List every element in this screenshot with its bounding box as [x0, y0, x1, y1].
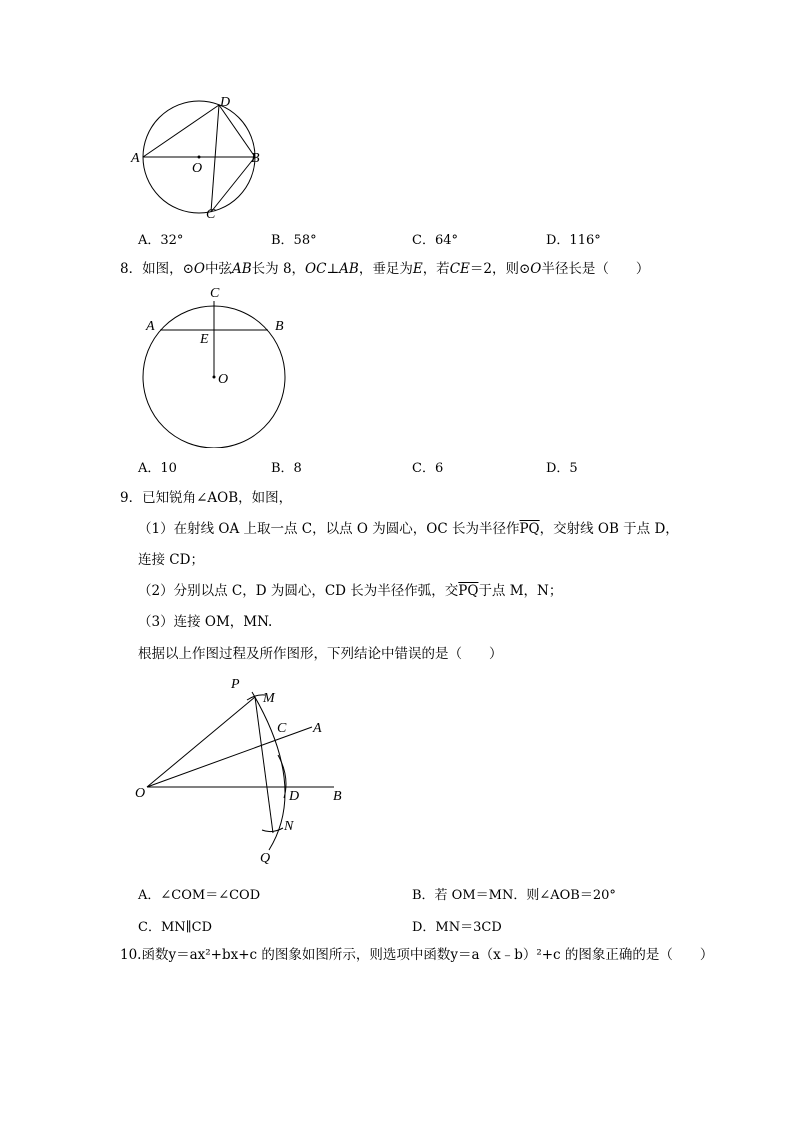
q8-stem: 8．如图，⊙O中弦AB长为 8，OC⊥AB，垂足为E，若CE＝2，则⊙O半径长是（ ）	[120, 261, 650, 277]
q7-line-cb	[211, 157, 255, 212]
q9-arc-pq	[252, 692, 285, 850]
q9-option-a: A．∠COM＝∠COD	[138, 888, 261, 903]
q9-option-d: D．MN＝3CD	[412, 920, 502, 935]
q8-label-c: C	[210, 286, 220, 301]
q9-step3: （3）连接 OM，MN.	[138, 614, 273, 630]
q9-step2-arc: $\overline{PQ}$	[458, 583, 479, 599]
q9-segment-om	[147, 697, 255, 787]
q7-label-d: D	[220, 95, 231, 110]
q8-figure	[130, 283, 300, 448]
q10-stem: 10.函数y＝ax²+bx+c 的图象如图所示，则选项中函数y＝a（x﹣b）²+c 的图象正确的是（ ）	[120, 947, 714, 963]
q7-label-o: O	[192, 161, 203, 176]
q9-option-c: C．MN∥CD	[138, 920, 213, 935]
q7-line-dc	[211, 105, 219, 212]
q9-step1-line2: 连接 CD；	[138, 552, 204, 568]
q9-ray-oa	[147, 727, 312, 787]
q9-stem: 9．已知锐角∠AOB，如图，	[120, 490, 293, 506]
q9-label-c: C	[277, 721, 287, 736]
q9-label-q: Q	[260, 851, 271, 866]
q9-label-n: N	[284, 819, 294, 834]
q7-line-ad	[143, 105, 219, 157]
q8-label-e: E	[200, 332, 209, 347]
q8-option-c: C．6	[412, 461, 444, 476]
q8-option-a: A．10	[138, 461, 177, 476]
q8-center-dot	[213, 376, 216, 379]
q7-option-c: C．64°	[412, 233, 458, 248]
q9-segment-mn	[255, 697, 273, 833]
q9-option-b: B．若 OM＝MN．则∠AOB＝20°	[412, 888, 616, 903]
q7-label-b: B	[251, 151, 260, 166]
q7-option-a: A．32°	[138, 233, 184, 248]
q7-line-db	[219, 105, 255, 157]
q8-label-a: A	[146, 319, 155, 334]
q9-label-d: D	[289, 789, 300, 804]
q9-question: 根据以上作图过程及所作图形，下列结论中错误的是（ ）	[138, 646, 503, 662]
q9-step1-line1: （1）在射线 OA 上取一点 C，以点 O 为圆心，OC 长为半径作$\overline{PQ}$，交射线 OB 于点 D，	[138, 521, 679, 537]
q9-label-o: O	[135, 786, 146, 801]
q9-label-b: B	[333, 789, 342, 804]
q9-step1-arc: $\overline{PQ}$	[519, 521, 540, 537]
q9-label-a: A	[313, 721, 322, 736]
q9-label-m: M	[263, 691, 275, 706]
q9-step2: （2）分别以点 C，D 为圆心，CD 长为半径作弧，交$\overline{PQ}$于点 M，N；	[138, 583, 563, 599]
q9-figure	[130, 670, 360, 870]
q8-option-d: D．5	[546, 461, 578, 476]
q7-label-a: A	[131, 151, 140, 166]
q8-label-o: O	[218, 372, 229, 387]
q9-label-p: P	[231, 677, 240, 692]
q7-figure	[130, 92, 280, 222]
q7-option-d: D．116°	[546, 233, 601, 248]
q7-option-b: B．58°	[271, 233, 317, 248]
q8-option-b: B．8	[271, 461, 302, 476]
q7-center-dot	[198, 156, 201, 159]
q7-label-c: C	[206, 207, 216, 222]
q8-label-b: B	[275, 319, 284, 334]
